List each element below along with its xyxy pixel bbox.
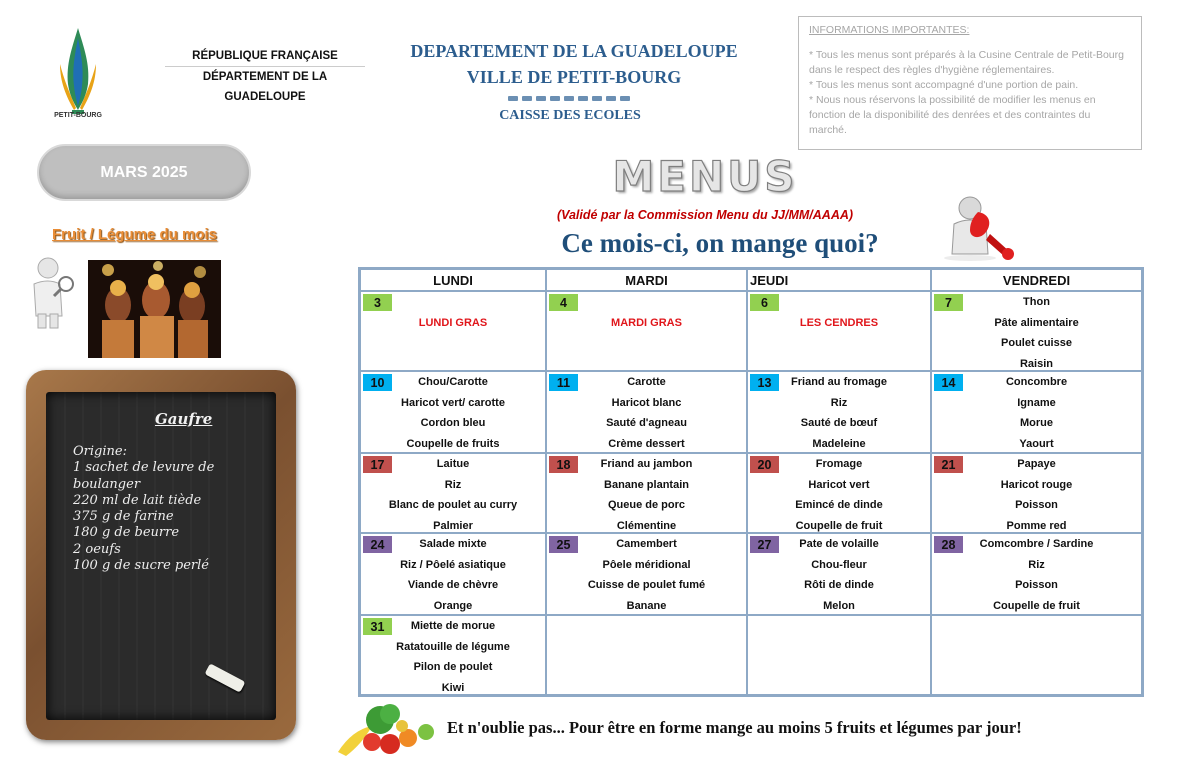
- info-box: [798, 16, 1142, 150]
- meal-item: Riz / Pôelé asiatique: [400, 558, 506, 571]
- event-label: [748, 354, 930, 375]
- day-cell: [932, 292, 1141, 370]
- meal-item: Riz: [444, 478, 462, 491]
- day-number-badge: 10: [363, 374, 392, 391]
- meal-item: [748, 657, 930, 678]
- meal-item: Morue: [1020, 417, 1053, 429]
- event-label: [361, 354, 545, 375]
- meal-item: [748, 616, 930, 637]
- header-thursday: JEUDI: [748, 270, 932, 290]
- menu-table: [358, 267, 1144, 697]
- meal-item: Yaourt: [1019, 437, 1054, 450]
- validation-note: (Validé par la Commission Menu du JJ/MM/AAAA): [556, 208, 854, 222]
- republique-block: [165, 46, 365, 107]
- day-cell: [932, 534, 1141, 614]
- meal-item: Coupelle de fruit: [993, 599, 1080, 612]
- meal-item: Blanc de poulet au curry: [388, 499, 518, 511]
- meal-item: Fromage: [815, 458, 863, 470]
- day-cell: [748, 454, 932, 532]
- meal-item: [748, 678, 930, 699]
- meal-list: [361, 534, 545, 616]
- meal-item: Camembert: [616, 538, 677, 550]
- day-cell: [748, 292, 932, 370]
- event-label: [547, 333, 746, 354]
- meal-list: [547, 372, 746, 454]
- meal-item: Comcombre / Sardine: [979, 538, 1094, 550]
- meal-list: [932, 534, 1141, 616]
- day-number-badge: 6: [750, 294, 779, 311]
- meal-item: Laitue: [436, 458, 470, 470]
- meal-item: Carotte: [627, 376, 666, 388]
- meal-item: Haricot vert: [808, 478, 870, 491]
- recipe-line: 1 sachet de levure de: [73, 460, 215, 476]
- header-friday: VENDREDI: [1002, 272, 1071, 288]
- info-title: INFORMATIONS IMPORTANTES:: [809, 24, 970, 36]
- meal-item: Queue de porc: [607, 499, 686, 511]
- meal-item: Riz: [830, 396, 848, 409]
- day-number-badge: 25: [549, 536, 578, 553]
- week-row: [361, 534, 1141, 616]
- meal-item: Salade mixte: [419, 538, 487, 550]
- day-number-badge: 13: [750, 374, 779, 391]
- thinker-figure-icon: [24, 256, 78, 330]
- meal-item: [547, 637, 746, 658]
- decorative-divider: [508, 96, 630, 102]
- recipe-title: Gaufre: [155, 410, 213, 428]
- meal-list: [361, 292, 545, 374]
- thinking-red-figure-icon: [940, 194, 1020, 262]
- meal-list: [932, 292, 1141, 374]
- info-line: * Tous les menus sont préparés à la Cusine Centrale de Petit-Bourg dans le respect des règles d'hygiène réglementaires.: [809, 49, 1124, 76]
- recipe-text: [73, 444, 273, 574]
- meal-list: [547, 534, 746, 616]
- day-cell: [547, 372, 748, 452]
- meal-item: Papaye: [1017, 458, 1056, 470]
- meal-list: [932, 454, 1141, 536]
- meal-list: [932, 616, 1141, 698]
- day-cell: [361, 372, 547, 452]
- meal-item: Clémentine: [616, 519, 677, 532]
- fruit-of-month-label: Fruit / Légume du mois: [52, 226, 218, 243]
- meal-item: Cordon bleu: [420, 417, 486, 429]
- meal-item: Sauté de bœuf: [800, 417, 878, 429]
- day-number-badge: 7: [934, 294, 963, 311]
- departement-small-text: DÉPARTEMENT DE LA GUADELOUPE: [165, 66, 365, 107]
- recipe-line: 375 g de farine: [73, 509, 174, 525]
- recipe-line: 2 oeufs: [73, 541, 121, 557]
- carnival-photo: [88, 260, 221, 358]
- meal-item: [547, 657, 746, 678]
- month-badge: MARS 2025: [37, 144, 251, 201]
- meal-item: Chou/Carotte: [418, 376, 488, 388]
- meal-item: [932, 616, 1141, 637]
- event-label: [361, 333, 545, 354]
- meal-list: [547, 292, 746, 374]
- event-label: [547, 292, 746, 313]
- event-label: [748, 333, 930, 354]
- meal-item: Coupelle de fruit: [795, 519, 883, 532]
- meal-item: Pâte alimentaire: [994, 316, 1079, 329]
- meal-list: [748, 616, 930, 698]
- meal-item: [932, 637, 1141, 658]
- meal-item: Banane: [626, 599, 667, 612]
- vegetables-illustration: [332, 700, 444, 760]
- day-cell: [932, 616, 1141, 697]
- day-number-badge: 11: [549, 374, 578, 391]
- meal-item: Raisin: [1019, 357, 1053, 370]
- meal-list: [361, 616, 545, 698]
- meal-item: Orange: [433, 599, 473, 612]
- meal-item: Haricot blanc: [611, 396, 682, 409]
- recipe-line: 180 g de beurre: [73, 525, 180, 541]
- meal-item: Friand au jambon: [600, 458, 693, 470]
- event-label: LUNDI GRAS: [418, 316, 488, 329]
- meal-item: Rôti de dinde: [804, 579, 874, 591]
- meal-item: Kiwi: [441, 681, 465, 694]
- header-monday: LUNDI: [361, 270, 547, 290]
- meal-list: [748, 372, 930, 454]
- department-title: DEPARTEMENT DE LA GUADELOUPE: [410, 41, 738, 61]
- day-number-badge: 17: [363, 456, 392, 473]
- day-cell: [547, 534, 748, 614]
- meal-list: [361, 454, 545, 536]
- meal-item: Banane plantain: [604, 478, 689, 491]
- meal-item: Pomme red: [1006, 519, 1067, 532]
- header-tuesday: MARDI: [547, 270, 748, 290]
- week-row: [361, 454, 1141, 534]
- republique-text: RÉPUBLIQUE FRANÇAISE: [192, 50, 338, 62]
- day-number-badge: 24: [363, 536, 392, 553]
- day-number-badge: 31: [363, 618, 392, 635]
- day-number-badge: 4: [549, 294, 578, 311]
- day-cell: [361, 616, 547, 697]
- logo-caption: PETIT-BOURG: [54, 112, 102, 119]
- meal-item: Melon: [823, 599, 855, 612]
- meal-item: Crème dessert: [608, 437, 685, 450]
- day-cell: [361, 534, 547, 614]
- table-header-row: [361, 270, 1141, 292]
- day-cell: [748, 372, 932, 452]
- meal-item: Chou-fleur: [811, 558, 867, 571]
- week-row: [361, 292, 1141, 372]
- day-cell: [547, 292, 748, 370]
- day-cell: [361, 292, 547, 370]
- meal-item: Pilon de poulet: [413, 661, 493, 673]
- meal-item: Pate de volaille: [799, 538, 879, 550]
- day-number-badge: 20: [750, 456, 779, 473]
- event-label: [748, 292, 930, 313]
- day-number-badge: 18: [549, 456, 578, 473]
- meal-item: Poisson: [1015, 499, 1058, 511]
- recipe-line: boulanger: [73, 476, 141, 492]
- day-cell: [748, 534, 932, 614]
- meal-item: [748, 637, 930, 658]
- recipe-line: 100 g de sucre perlé: [73, 558, 209, 574]
- meal-item: Thon: [1023, 296, 1050, 308]
- meal-list: [748, 292, 930, 374]
- meal-item: Poulet cuisse: [1001, 337, 1072, 349]
- meal-item: [547, 616, 746, 637]
- meal-item: Emincé de dinde: [795, 499, 883, 511]
- recipe-line: 220 ml de lait tiède: [73, 492, 202, 508]
- meal-item: Haricot vert/ carotte: [401, 396, 505, 409]
- day-number-badge: 3: [363, 294, 392, 311]
- day-cell: [547, 616, 748, 697]
- meal-list: [361, 372, 545, 454]
- week-row: [361, 616, 1141, 697]
- day-number-badge: 28: [934, 536, 963, 553]
- meal-item: Palmier: [433, 519, 473, 532]
- event-label: [361, 292, 545, 313]
- meal-item: [932, 657, 1141, 678]
- day-number-badge: 27: [750, 536, 779, 553]
- caisse-title: CAISSE DES ECOLES: [499, 108, 641, 123]
- day-cell: [932, 372, 1141, 452]
- department-title-block: [380, 38, 768, 90]
- meal-item: Coupelle de fruits: [406, 437, 500, 450]
- meal-item: [547, 678, 746, 699]
- meal-item: Viande de chèvre: [407, 579, 499, 591]
- info-line: * Tous les menus sont accompagné d'une portion de pain.: [809, 79, 1079, 91]
- meal-item: Haricot rouge: [1000, 478, 1073, 491]
- day-number-badge: 21: [934, 456, 963, 473]
- meal-list: [547, 454, 746, 536]
- meal-item: Ratatouille de légume: [396, 640, 510, 653]
- day-cell: [748, 616, 932, 697]
- meal-list: [748, 534, 930, 616]
- meal-item: Madeleine: [812, 437, 866, 450]
- day-cell: [932, 454, 1141, 532]
- footer-message: Et n'oublie pas... Pour être en forme mange au moins 5 fruits et légumes par jour!: [447, 718, 1022, 737]
- event-label: [547, 354, 746, 375]
- meal-item: [932, 678, 1141, 699]
- meal-item: Cuisse de poulet fumé: [587, 579, 706, 591]
- meal-list: [932, 372, 1141, 454]
- week-row: [361, 372, 1141, 454]
- meal-item: Igname: [1017, 396, 1056, 409]
- info-line: * Nous nous réservons la possibilité de modifier les menus en fonction de la disponibilité des denrées et des contraintes du marché.: [809, 94, 1096, 136]
- city-title: VILLE DE PETIT-BOURG: [466, 67, 682, 87]
- question-heading: Ce mois-ci, on mange quoi?: [561, 228, 879, 258]
- recipe-line: Origine:: [73, 444, 127, 459]
- meal-list: [547, 616, 746, 698]
- meal-item: Poisson: [1015, 579, 1058, 591]
- meal-item: Concombre: [1005, 376, 1068, 388]
- event-label: MARDI GRAS: [611, 316, 682, 329]
- meal-list: [748, 454, 930, 536]
- meal-item: Sauté d'agneau: [606, 417, 687, 429]
- meal-item: Friand au fromage: [791, 376, 887, 388]
- meal-item: Riz: [1028, 558, 1045, 571]
- menus-title: MENUS: [612, 152, 798, 201]
- event-label: LES CENDRES: [799, 316, 879, 329]
- day-cell: [547, 454, 748, 532]
- meal-item: Pôele méridional: [602, 558, 691, 571]
- meal-item: Miette de morue: [410, 620, 496, 632]
- day-number-badge: 14: [934, 374, 963, 391]
- day-cell: [361, 454, 547, 532]
